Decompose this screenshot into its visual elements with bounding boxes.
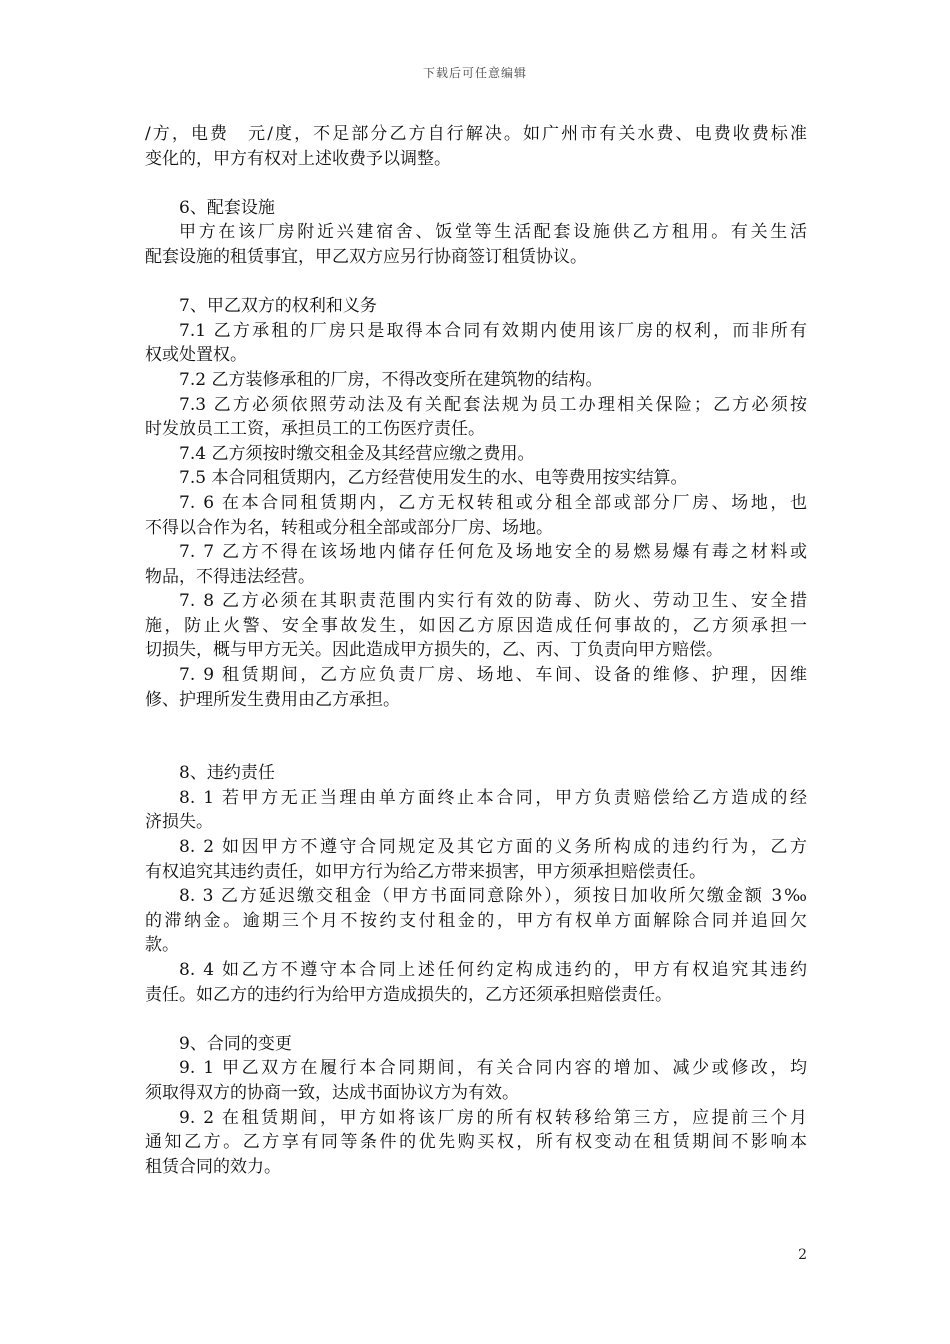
- section-7: [145, 294, 807, 712]
- page-number: 2: [798, 1247, 807, 1263]
- text-line: 不得以合作为名，转租或分租全部或部分厂房、场地。: [145, 517, 553, 538]
- section-8: [145, 761, 807, 1007]
- text-line: 切损失，概与甲方无关。因此造成甲方损失的，乙、丙、丁负责向甲方赔偿。: [145, 640, 723, 661]
- text-line: 甲方在该厂房附近兴建宿舍、饭堂等生活配套设施供乙方租用。有关生活: [179, 222, 807, 243]
- section-6: [145, 196, 807, 270]
- intro-paragraph: [145, 122, 807, 171]
- clause-7-3: 7.3 乙方必须依照劳动法及有关配套法规为员工办理相关保险；乙方必须按: [179, 394, 807, 415]
- text-line: 时发放员工工资，承担员工的工伤医疗责任。: [145, 419, 485, 440]
- text-line: 须取得双方的协商一致，达成书面协议方为有效。: [145, 1082, 519, 1103]
- clause-7-1: 7.1 乙方承租的厂房只是取得本合同有效期内使用该厂房的权利，而非所有: [179, 320, 807, 341]
- clause-9-2: 9. 2 在租赁期间，甲方如将该厂房的所有权转移给第三方，应提前三个月: [179, 1107, 807, 1128]
- section-heading: 7、甲乙双方的权利和义务: [179, 296, 377, 317]
- text-line: /方，电费 元/度，不足部分乙方自行解决。如广州市有关水费、电费收费标准: [145, 124, 807, 144]
- document-body: [145, 122, 807, 1179]
- clause-8-4: 8. 4 如乙方不遵守本合同上述任何约定构成违约的，甲方有权追究其违约: [179, 960, 807, 980]
- text-line: 修、护理所发生费用由乙方承担。: [145, 689, 400, 710]
- clause-8-1: 8. 1 若甲方无正当理由单方面终止本合同，甲方负责赔偿给乙方造成的经: [179, 787, 807, 808]
- text-line: 有权追究其违约责任，如甲方行为给乙方带来损害，甲方须承担赔偿责任。: [145, 861, 706, 882]
- text-line: 变化的，甲方有权对上述收费予以调整。: [145, 148, 451, 169]
- text-line: 权或处置权。: [145, 345, 247, 366]
- text-line: 通知乙方。乙方享有同等条件的优先购买权，所有权变动在租赁期间不影响本: [145, 1132, 807, 1153]
- text-line: 物品，不得违法经营。: [145, 566, 315, 587]
- section-9: [145, 1032, 807, 1180]
- section-heading: 8、违约责任: [179, 763, 275, 784]
- clause-7-7: 7. 7 乙方不得在该场地内储存任何危及场地安全的易燃易爆有毒之材料或: [179, 542, 807, 563]
- text-line: 租赁合同的效力。: [145, 1156, 281, 1177]
- clause-7-2: 7.2 乙方装修承租的厂房，不得改变所在建筑物的结构。: [179, 369, 603, 390]
- text-line: 的滞纳金。逾期三个月不按约支付租金的，甲方有权单方面解除合同并追回欠: [145, 910, 807, 931]
- page-header: 下载后可任意编辑: [422, 66, 527, 80]
- section-heading: 9、合同的变更: [179, 1033, 292, 1054]
- clause-9-1: 9. 1 甲乙双方在履行本合同期间，有关合同内容的增加、减少或修改，均: [179, 1058, 807, 1079]
- clause-8-2: 8. 2 如因甲方不遵守合同规定及其它方面的义务所构成的违约行为，乙方: [179, 837, 807, 858]
- text-line: 责任。如乙方的违约行为给甲方造成损失的，乙方还须承担赔偿责任。: [145, 984, 672, 1005]
- text-line: 施，防止火警、安全事故发生，如因乙方原因造成任何事故的，乙方须承担一: [145, 615, 807, 636]
- clause-8-3: 8. 3 乙方延迟缴交租金（甲方书面同意除外），须按日加收所欠缴金额 3‰: [179, 886, 807, 907]
- clause-7-6: 7. 6 在本合同租赁期内，乙方无权转租或分租全部或部分厂房、场地，也: [179, 492, 807, 513]
- clause-7-4: 7.4 乙方须按时缴交租金及其经营应缴之费用。: [179, 443, 535, 464]
- text-line: 配套设施的租赁事宜，甲乙双方应另行协商签订租赁协议。: [145, 246, 587, 267]
- clause-7-9: 7. 9 租赁期间，乙方应负责厂房、场地、车间、设备的维修、护理，因维: [179, 665, 807, 686]
- clause-7-8: 7. 8 乙方必须在其职责范围内实行有效的防毒、防火、劳动卫生、安全措: [179, 591, 807, 612]
- section-heading: 6、配套设施: [179, 197, 275, 218]
- clause-7-5: 7.5 本合同租赁期内，乙方经营使用发生的水、电等费用按实结算。: [179, 468, 688, 489]
- text-line: 济损失。: [145, 812, 213, 833]
- text-line: 款。: [145, 935, 179, 956]
